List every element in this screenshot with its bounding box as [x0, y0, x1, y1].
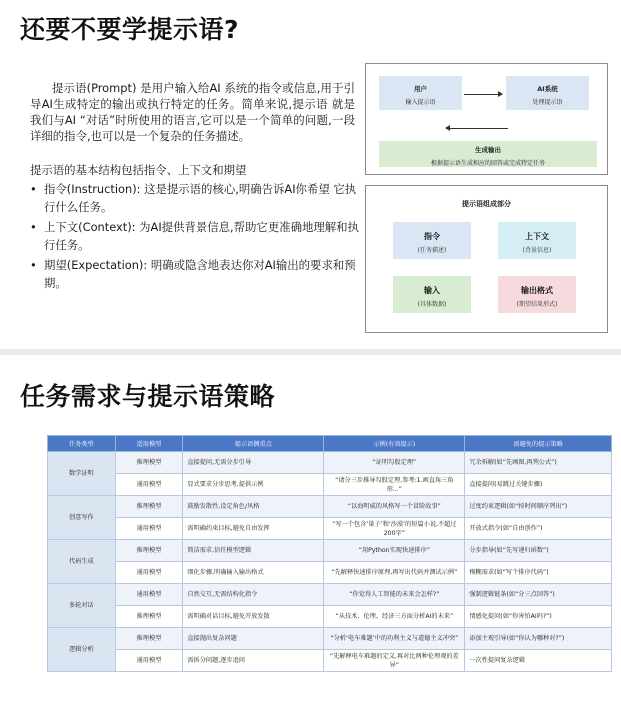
- focus-cell: 简洁需求,信任模型逻辑: [183, 540, 324, 562]
- header-avoid: 需避免的提示策略: [465, 436, 612, 452]
- avoid-cell: 模糊需求(如“写个排序代码”): [465, 562, 612, 584]
- example-cell: “从技术、伦理、经济三方面分析AI的未来”: [324, 606, 465, 628]
- table-row: [48, 628, 612, 650]
- model-cell: 推理模型: [115, 628, 183, 650]
- avoid-cell: 过度约束逻辑(如“按时间顺序列出”): [465, 496, 612, 518]
- bullet-expectation: • 期望(Expectation): 明确或隐含地表达你对AI输出的要求和预期。: [30, 256, 360, 292]
- avoid-cell: 冗余拆解(如“先画图,再列公式”): [465, 452, 612, 474]
- table-row: [48, 474, 612, 496]
- component-context-title: 上下文: [525, 232, 549, 241]
- table-row: [48, 540, 612, 562]
- ai-system-node: [506, 76, 589, 110]
- task-cell: 创意写作: [48, 496, 116, 540]
- component-instruction-title: 指令: [424, 232, 440, 241]
- ai-node-title: AI系统: [537, 85, 558, 93]
- focus-cell: 需明确约束目标,避免自由发挥: [183, 518, 324, 540]
- focus-cell: 细化步骤,明确输入输出格式: [183, 562, 324, 584]
- table-row: [48, 452, 612, 474]
- arrow-right: [464, 94, 502, 95]
- table-row: [48, 518, 612, 540]
- example-cell: “先解释电车难题的定义,再对比两种伦理观的差异”: [324, 650, 465, 672]
- task-cell: 多轮对话: [48, 584, 116, 628]
- table-row: [48, 650, 612, 672]
- model-cell: 推理模型: [115, 606, 183, 628]
- bullet-instruction: • 指令(Instruction): 这是提示语的核心,明确告诉AI你希望 它执行什么任务。: [30, 180, 360, 216]
- table-row: [48, 562, 612, 584]
- component-output-title: 输出格式: [521, 286, 553, 295]
- user-node-title: 用户: [414, 85, 427, 93]
- focus-cell: 需明确对话目标,避免开放发散: [183, 606, 324, 628]
- user-node-sub: 输入提示语: [405, 99, 436, 106]
- component-context: [498, 222, 576, 259]
- avoid-cell: 添加主观引导(如“你认为哪种对?”): [465, 628, 612, 650]
- model-cell: 通用模型: [115, 584, 183, 606]
- prompt-components-diagram: [365, 185, 608, 333]
- model-cell: 通用模型: [115, 562, 183, 584]
- structure-heading: 提示语的基本结构包括指令、上下文和期望: [30, 163, 247, 177]
- generate-output-node: [379, 141, 597, 167]
- component-instruction-sub: (任务描述): [417, 247, 447, 254]
- focus-cell: 直接提问,无需分步引导: [183, 452, 324, 474]
- slide-title: 还要不要学提示语?: [20, 15, 240, 44]
- gen-node-sub: 根据提示语生成相应的回答或完成特定任务: [430, 160, 545, 167]
- model-cell: 通用模型: [115, 650, 183, 672]
- example-cell: “证明勾股定理”: [324, 452, 465, 474]
- bullet-context: • 上下文(Context): 为AI提供背景信息,帮助它更准确地理解和执行任务。: [30, 218, 360, 254]
- component-input: [393, 276, 471, 313]
- avoid-cell: 情感化提问(如“你害怕AI吗?”): [465, 606, 612, 628]
- arrow-left: [446, 128, 508, 129]
- slide-task-strategy: [0, 355, 621, 711]
- example-cell: “以海明威的风格写一个冒险故事”: [324, 496, 465, 518]
- table-row: [48, 606, 612, 628]
- slide-prompt-intro: [0, 0, 621, 349]
- table-row: [48, 584, 612, 606]
- focus-cell: 自然交互,无需结构化指令: [183, 584, 324, 606]
- focus-cell: 鼓励发散性,设定角色/风格: [183, 496, 324, 518]
- structure-bullets: [30, 180, 360, 294]
- header-example: 示例(有效提示): [324, 436, 465, 452]
- prompt-flow-diagram: [365, 63, 608, 175]
- components-title: 提示语组成部分: [462, 200, 511, 208]
- table-row: [48, 496, 612, 518]
- focus-cell: 显式要求分步思考,提供示例: [183, 474, 324, 496]
- model-cell: 推理模型: [115, 452, 183, 474]
- ai-node-sub: 处理提示语: [532, 99, 563, 106]
- header-model: 适用模型: [115, 436, 183, 452]
- focus-cell: 直接抛出复杂问题: [183, 628, 324, 650]
- header-focus: 提示语侧重点: [183, 436, 324, 452]
- model-cell: 推理模型: [115, 540, 183, 562]
- table-header-row: [48, 436, 612, 452]
- task-cell: 代码生成: [48, 540, 116, 584]
- intro-paragraph: 提示语(Prompt) 是用户输入给AI 系统的指令或信息,用于引导AI生成特定的输出或执行特定的任务。简单来说,提示语 就是我们与AI “对话”时所使用的语言,它可以是一个简单的问题,一段详细的指令,也可以是一个复杂的任务描述。: [30, 81, 355, 143]
- user-node: [379, 76, 462, 110]
- slide-title: 任务需求与提示语策略: [20, 382, 276, 411]
- header-task-type: 任务类型: [48, 436, 116, 452]
- component-instruction: [393, 222, 471, 259]
- example-cell: “先解释快速排序原理,再写出代码并测试示例”: [324, 562, 465, 584]
- example-cell: “分析‘电车难题’中的功利主义与道德主义冲突”: [324, 628, 465, 650]
- avoid-cell: 强制逻辑链条(如“分三点回答”): [465, 584, 612, 606]
- avoid-cell: 分步指导(如“先写递归函数”): [465, 540, 612, 562]
- example-cell: “用Python实现快速排序”: [324, 540, 465, 562]
- strategy-table: [47, 435, 612, 672]
- component-output-sub: (期望结果形式): [516, 301, 558, 308]
- focus-cell: 需拆分问题,逐步追问: [183, 650, 324, 672]
- gen-node-title: 生成输出: [475, 146, 501, 154]
- component-input-title: 输入: [424, 286, 440, 295]
- component-context-sub: (背景信息): [522, 247, 552, 254]
- strategy-table-container: [47, 435, 612, 672]
- model-cell: 通用模型: [115, 474, 183, 496]
- model-cell: 通用模型: [115, 518, 183, 540]
- example-cell: “请分三步推导勾股定理,参考:1.画直角三角形...”: [324, 474, 465, 496]
- avoid-cell: 直接提问(易跳过关键步骤): [465, 474, 612, 496]
- avoid-cell: 一次性提问复杂逻辑: [465, 650, 612, 672]
- example-cell: “你觉得人工智能的未来会怎样?”: [324, 584, 465, 606]
- model-cell: 推理模型: [115, 496, 183, 518]
- component-input-sub: (具体数据): [417, 301, 447, 308]
- avoid-cell: 开放式指令(如“自由创作”): [465, 518, 612, 540]
- example-cell: “写一个包含‘量子’和‘沙漠’的短篇小说,不超过200字”: [324, 518, 465, 540]
- task-cell: 数学证明: [48, 452, 116, 496]
- component-output-format: [498, 276, 576, 313]
- task-cell: 逻辑分析: [48, 628, 116, 672]
